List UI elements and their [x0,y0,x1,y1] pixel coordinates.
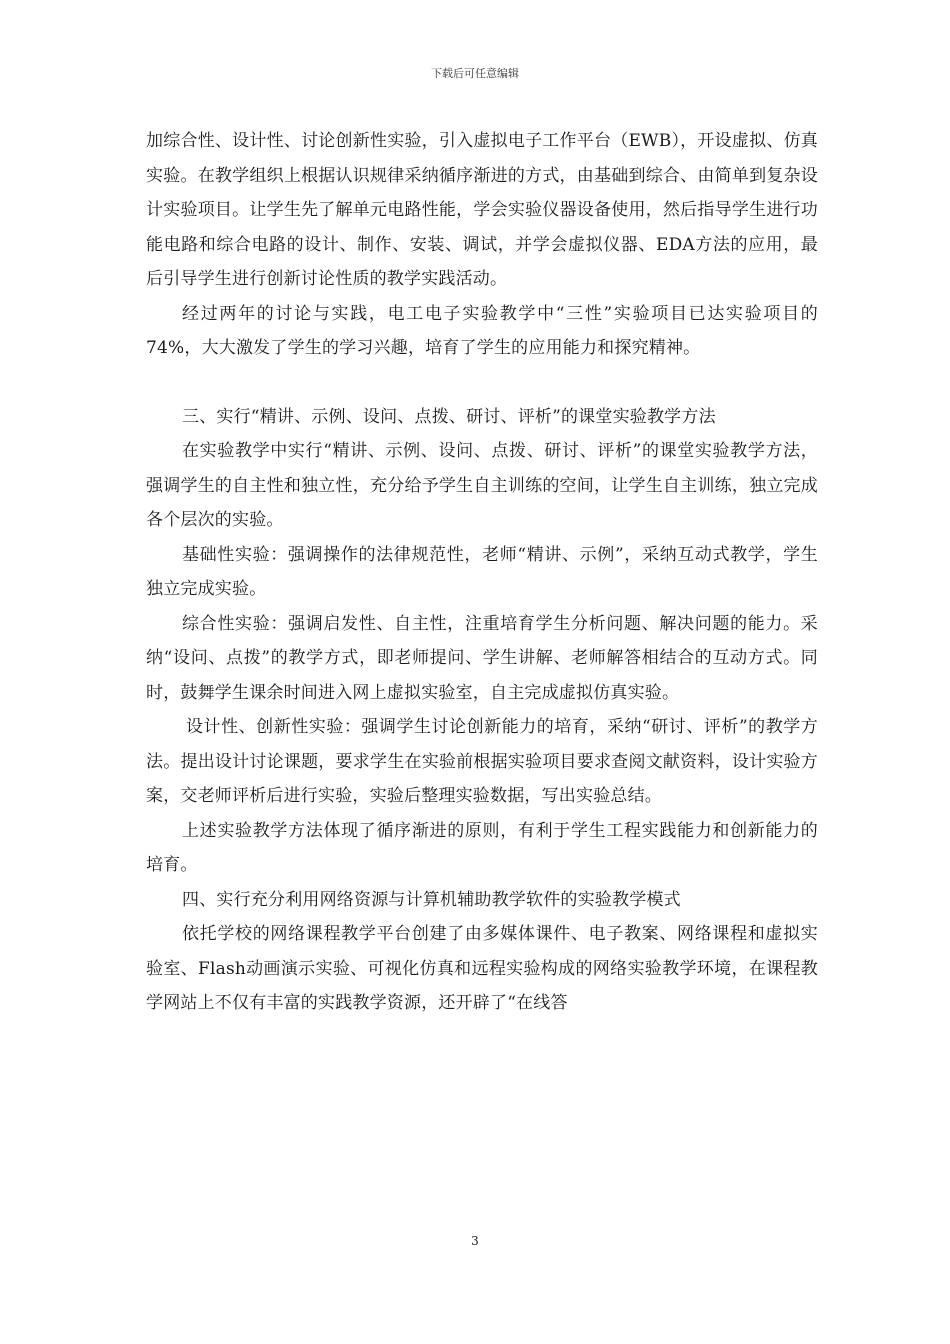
paragraph-design-experiment: 设计性、创新性实验：强调学生讨论创新能力的培育，采纳“研讨、评析”的教学方法。提出设计讨论课题，要求学生在实验前根据实验项目要求查阅文献资料，设计实验方案，交老师评析后进行实验，实验后整理实验数据，写出实验总结。 [146,717,818,806]
paragraph-results: 经过两年的讨论与实践，电工电子实验教学中“三性”实验项目已达实验项目的74%，大大激发了学生的学习兴趣，培育了学生的应用能力和探究精神。 [146,303,818,358]
paragraph-network-platform: 依托学校的网络课程教学平台创建了由多媒体课件、电子教案、网络课程和虚拟实验室、Flash动画演示实验、可视化仿真和远程实验构成的网络实验教学环境，在课程教学网站上不仅有丰富的实践教学资源，还开辟了“在线答 [146,924,818,1013]
document-body [146,124,818,1021]
section-heading-4: 四、实行充分利用网络资源与计算机辅助教学软件的实验教学模式 [182,889,681,910]
section-heading-3: 三、实行“精讲、示例、设问、点拨、研讨、评析”的课堂实验教学方法 [182,406,716,427]
paragraph-intro-continuation: 加综合性、设计性、讨论创新性实验，引入虚拟电子工作平台（EWB），开设虚拟、仿真实验。在教学组织上根据认识规律采纳循序渐进的方式，由基础到综合、由简单到复杂设计实验项目。让学生先了解单元电路性能，学会实验仪器设备使用，然后指导学生进行功能电路和综合电路的设计、制作、安装、调试，并学会虚拟仪器、EDA方法的应用，最后引导学生进行创新讨论性质的教学实践活动。 [146,131,818,289]
paragraph-comprehensive-experiment: 综合性实验：强调启发性、自主性，注重培育学生分析问题、解决问题的能力。采纳“设问、点拨”的教学方式，即老师提问、学生讲解、老师解答相结合的互动方式。同时，鼓舞学生课余时间进入网上虚拟实验室，自主完成虚拟仿真实验。 [146,613,818,703]
paragraph-method-summary: 上述实验教学方法体现了循序渐进的原则，有利于学生工程实践能力和创新能力的培育。 [146,820,818,875]
paragraph-basic-experiment: 基础性实验：强调操作的法律规范性，老师“精讲、示例”，采纳互动式教学，学生独立完成实验。 [146,544,818,599]
page-header: 下载后可任意编辑 [431,67,519,80]
page-number: 3 [471,1234,479,1248]
paragraph-method-overview: 在实验教学中实行“精讲、示例、设问、点拨、研讨、评析”的课堂实验教学方法，强调学生的自主性和独立性，充分给予学生自主训练的空间，让学生自主训练，独立完成各个层次的实验。 [146,441,818,530]
